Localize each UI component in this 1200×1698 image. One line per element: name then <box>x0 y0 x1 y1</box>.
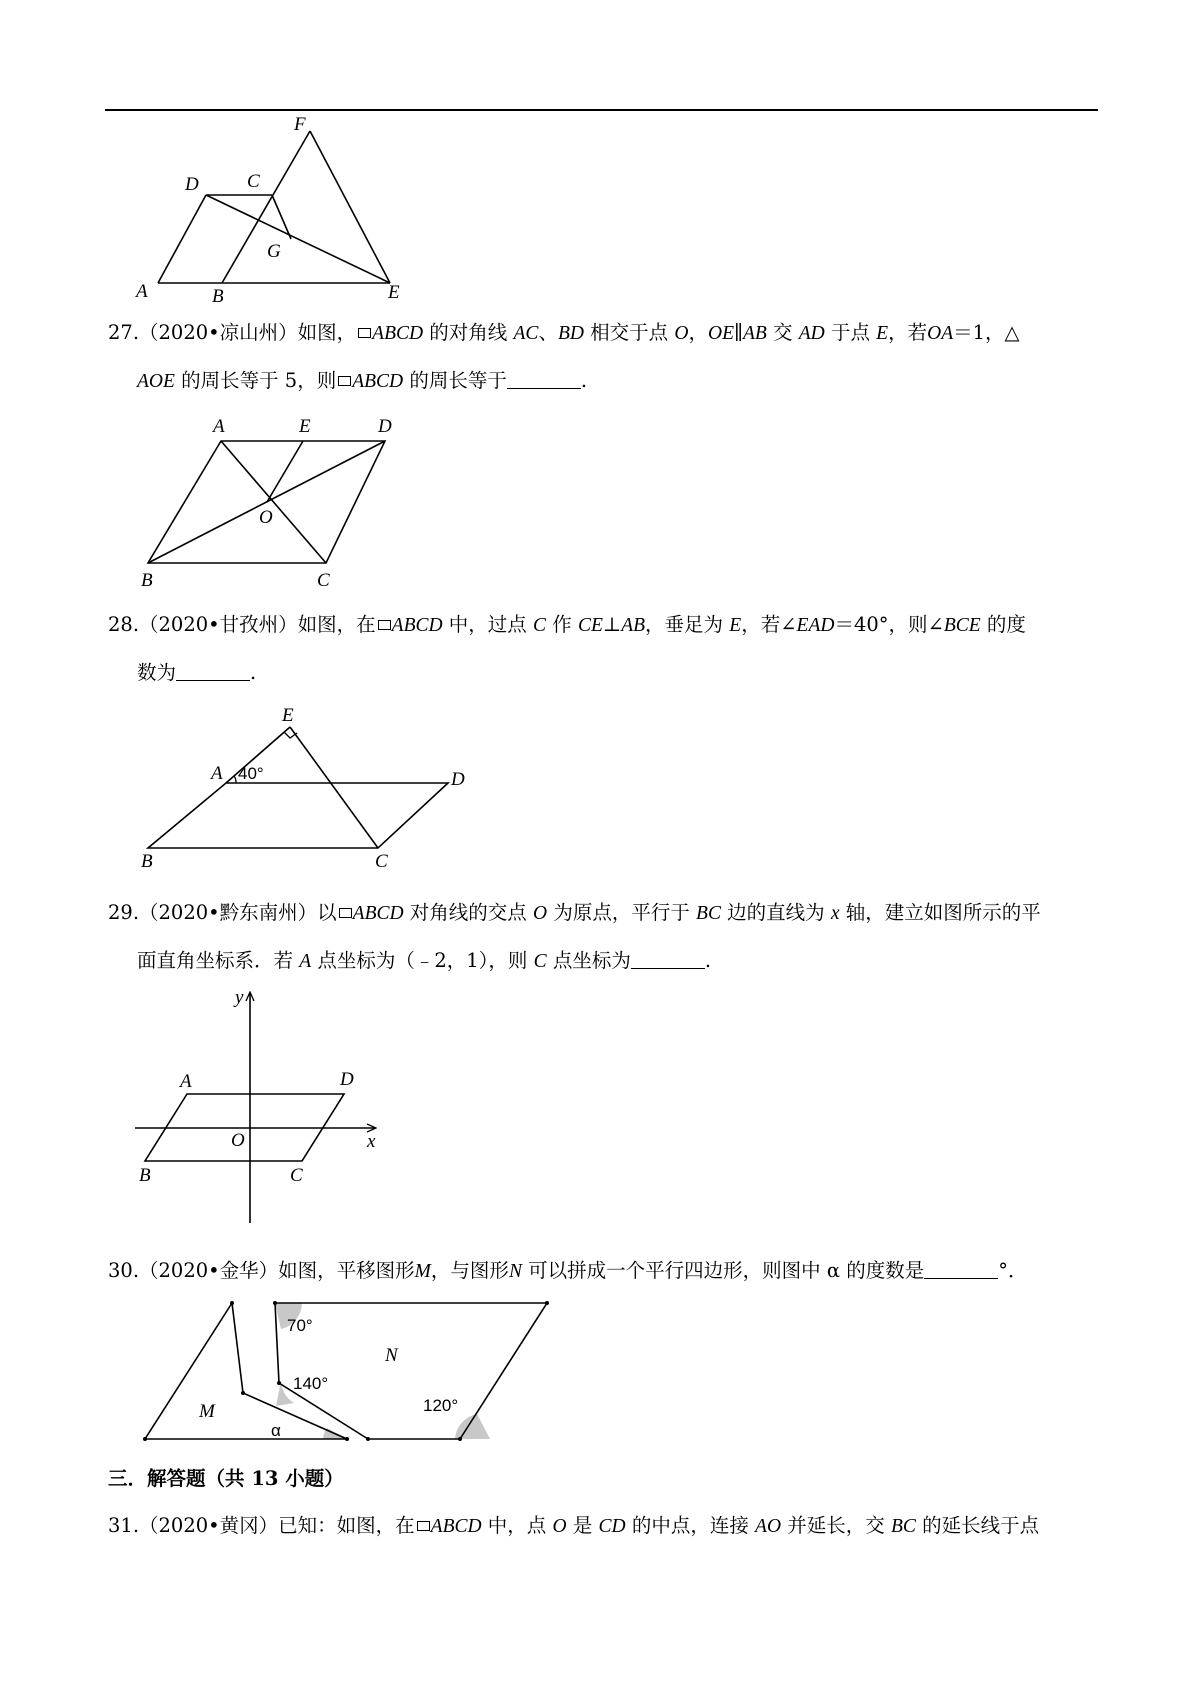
alpha-label: α <box>271 1421 281 1440</box>
angle-label: 40° <box>238 764 264 783</box>
q27-source: （2020•凉山州） <box>139 321 298 344</box>
segment-cg <box>272 195 291 239</box>
segment-fe <box>310 131 390 283</box>
label-g: G <box>267 241 281 262</box>
parallelogram-symbol <box>417 1521 430 1531</box>
label-b: B <box>141 851 153 872</box>
answer-blank <box>507 370 581 389</box>
q27-number: 27. <box>108 321 140 344</box>
label-n: N <box>385 1345 398 1366</box>
angle-70-label: 70° <box>287 1316 313 1335</box>
segment-bf <box>222 131 310 283</box>
segment-ad <box>158 195 206 283</box>
figure-q26 <box>120 112 420 307</box>
diagonal-ac <box>221 441 326 563</box>
figure-q30 <box>135 1295 565 1450</box>
q28-line-1: 28.（2020•甘孜州）如图，在 ABCD 中，过点 C 作 CE⊥AB，垂足为 E，若∠EAD＝40°，则∠BCE 的度 <box>108 613 1026 636</box>
label-c: C <box>290 1165 303 1186</box>
q29-line-1: 29.（2020•黔东南州）以 ABCD 对角线的交点 O 为原点，平行于 BC 边的直线为 x 轴，建立如图所示的平 <box>108 901 1041 924</box>
q27-line-2: AOE 的周长等于 5，则 ABCD 的周长等于 . <box>137 369 588 392</box>
q31-number: 31. <box>108 1514 140 1537</box>
header-rule <box>105 109 1098 111</box>
label-y: y <box>235 987 244 1008</box>
segment-ec <box>290 727 378 848</box>
q28-line-2: 数为 . <box>137 661 257 684</box>
label-f: F <box>294 114 306 135</box>
label-e: E <box>299 416 311 437</box>
figure-q29 <box>135 985 395 1225</box>
section-heading: 三．解答题（共 13 小题） <box>108 1467 344 1490</box>
q27-line-1: 27.（2020•凉山州）如图， ABCD 的对角线 AC、BD 相交于点 O，OE∥AB 交 AD 于点 E，若OA＝1，△ <box>108 321 1020 344</box>
q29-number: 29. <box>108 901 140 924</box>
label-o: O <box>259 507 273 528</box>
parallelogram-symbol <box>338 376 351 386</box>
answer-blank <box>176 662 250 681</box>
angle-arc <box>234 776 236 783</box>
shape-n <box>275 1303 547 1439</box>
label-a: A <box>213 416 225 437</box>
q28-source: （2020•甘孜州） <box>139 613 298 636</box>
answer-blank <box>924 1260 998 1279</box>
label-b: B <box>139 1165 151 1186</box>
q30-line-1: 30.（2020•金华）如图，平移图形M，与图形N 可以拼成一个平行四边形，则图中 α 的度数是 °． <box>108 1259 1028 1282</box>
q28-number: 28. <box>108 613 140 636</box>
label-a: A <box>211 763 223 784</box>
answer-blank <box>631 950 705 969</box>
q30-source: （2020•金华） <box>139 1259 279 1282</box>
q31-line-1: 31.（2020•黄冈）已知：如图，在 ABCD 中，点 O 是 CD 的中点，连接 AO 并延长，交 BC 的延长线于点 <box>108 1514 1040 1537</box>
label-d: D <box>451 769 465 790</box>
label-c: C <box>247 171 260 192</box>
parallelogram-symbol <box>358 328 371 338</box>
label-o: O <box>231 1130 245 1151</box>
label-d: D <box>185 174 199 195</box>
angle-120-label: 120° <box>423 1396 459 1415</box>
diagonal-bd <box>148 441 385 563</box>
label-c: C <box>375 851 388 872</box>
figure-q28 <box>135 705 475 870</box>
segment-de <box>206 195 390 283</box>
angle-140-label: 140° <box>293 1374 329 1393</box>
q29-source: （2020•黔东南州） <box>139 901 318 924</box>
label-a: A <box>136 281 148 302</box>
label-e: E <box>282 705 294 726</box>
q31-source: （2020•黄冈） <box>139 1514 279 1537</box>
label-b: B <box>212 286 224 307</box>
q30-number: 30. <box>108 1259 140 1282</box>
label-d: D <box>378 416 392 437</box>
q29-line-2: 面直角坐标系．若 A 点坐标为（﹣2，1），则 C 点坐标为 . <box>137 949 712 972</box>
figure-q27 <box>135 410 405 590</box>
label-a: A <box>180 1071 192 1092</box>
parallelogram-symbol <box>339 908 352 918</box>
label-m: M <box>199 1401 215 1422</box>
label-e: E <box>388 282 400 303</box>
shape-m <box>145 1303 347 1439</box>
sector-120 <box>455 1414 490 1439</box>
parallelogram-abcd <box>148 783 448 848</box>
label-d: D <box>340 1069 354 1090</box>
parallelogram-symbol <box>378 620 391 630</box>
label-b: B <box>141 570 153 591</box>
label-x: x <box>367 1131 376 1152</box>
label-c: C <box>317 570 330 591</box>
